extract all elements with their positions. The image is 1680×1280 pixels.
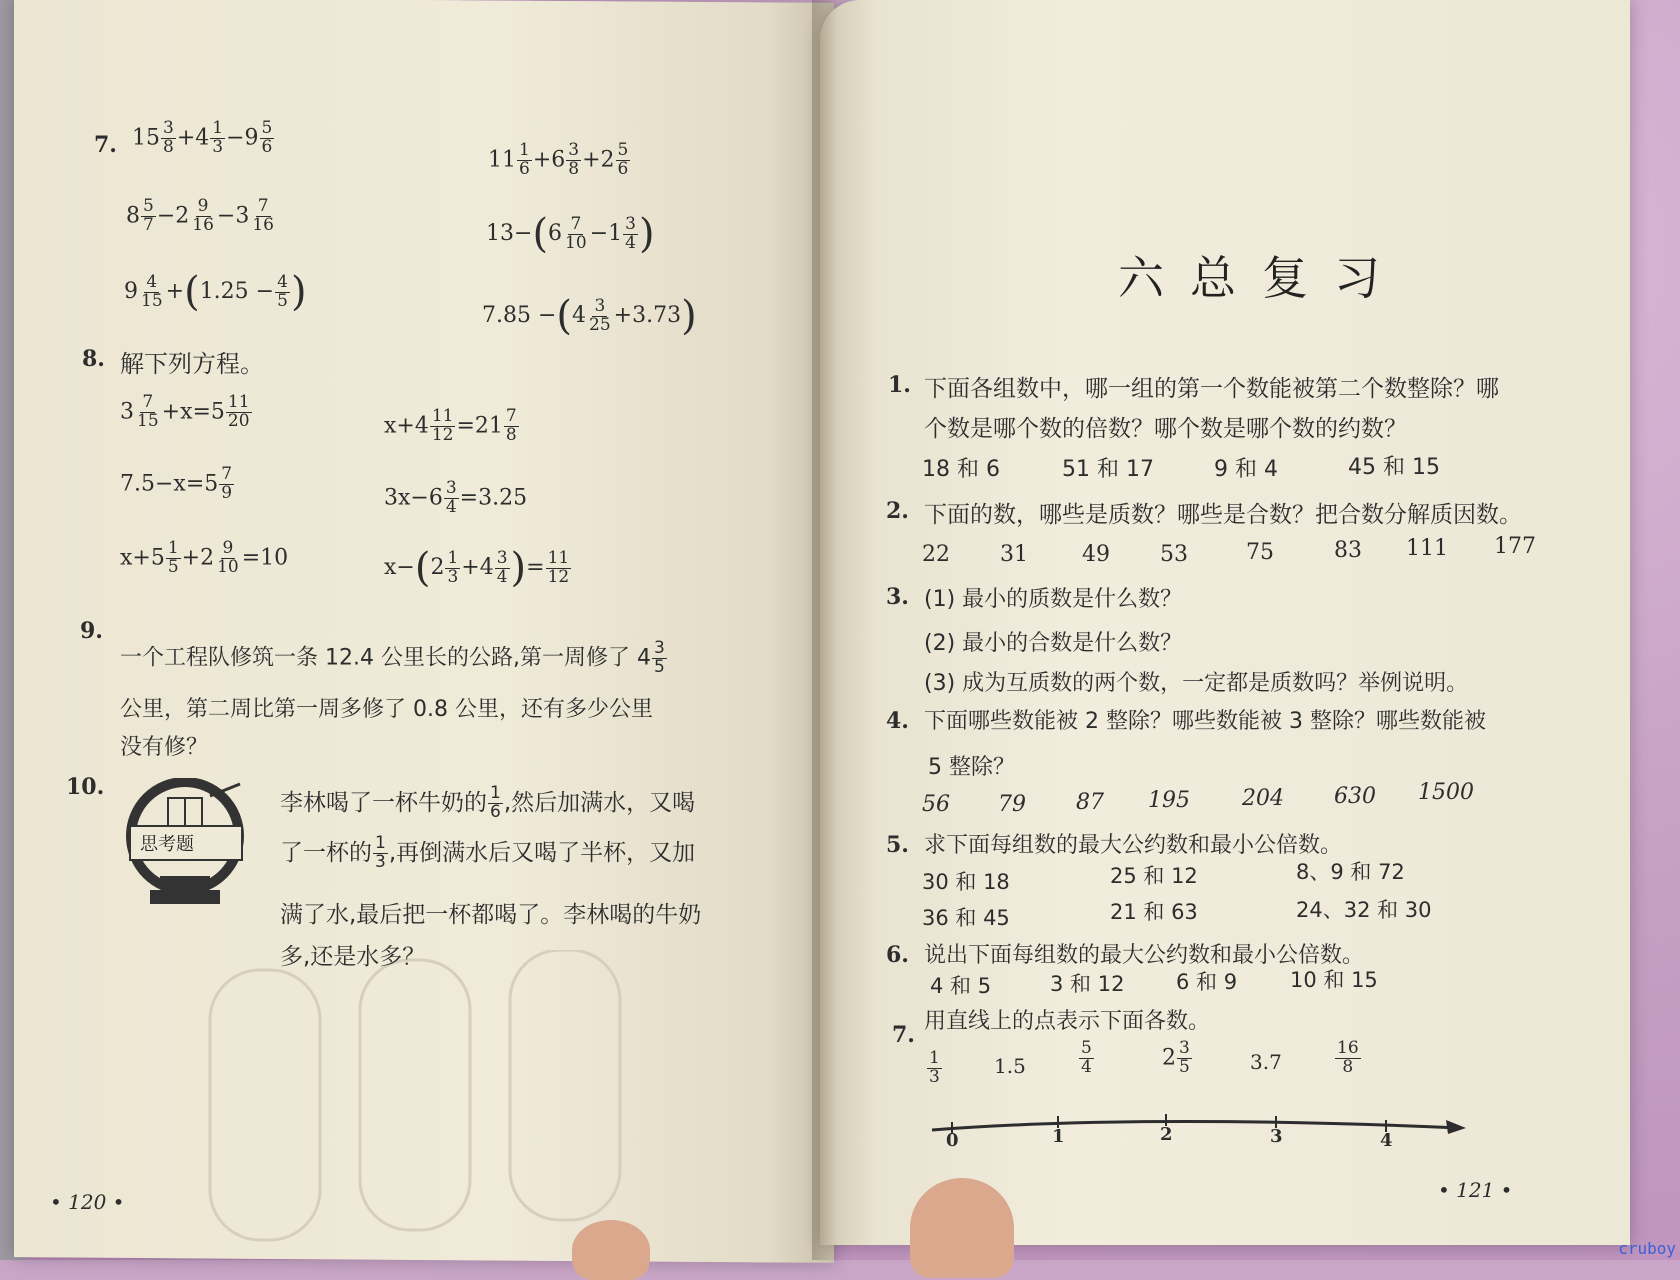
fraction: $\frac{3}{4}$	[496, 547, 508, 587]
r-q7-value-3	[1078, 1040, 1095, 1077]
q10-line-4: 多,还是水多？	[280, 944, 426, 970]
r-q7-value-2: 1.5	[994, 1054, 1026, 1078]
r-q1-line-1: 下面各组数中，哪一组的第一个数能被第二个数整除？哪	[924, 376, 1499, 402]
r-q7-value-1	[926, 1050, 943, 1087]
thinking-question-badge-label: 思考题	[140, 834, 194, 855]
r-q7-value-5: 3.7	[1250, 1050, 1282, 1074]
q9-line-3: 没有修？	[120, 735, 209, 760]
q8-eq-1: 3 $\frac{7}{15}$ +x=5 $\frac{11}{20}$	[120, 392, 250, 431]
r-q4-item-6: 630	[1334, 784, 1376, 809]
q7-expr-2: 11 $\frac{1}{6}$ +6 $\frac{3}{8}$ +2 $\frac{5}{6}$	[488, 140, 629, 179]
fraction: $\frac{7}{8}$	[505, 406, 517, 445]
r-q7-number: 7.	[892, 1022, 915, 1048]
fraction: $\frac{5}{4}$	[1081, 1038, 1092, 1077]
right-thumb	[910, 1178, 1014, 1278]
r-q6-item-1: 4 和 5	[930, 974, 992, 998]
fraction: $\frac{5}{6}$	[617, 140, 629, 179]
r-q2-item-6: 83	[1334, 538, 1362, 563]
r-q5-item-1: 30 和 18	[922, 870, 1010, 894]
r-q2-line-1: 下面的数，哪些是质数？哪些是合数？把合数分解质因数。	[924, 502, 1522, 528]
r-q7-value-6	[1334, 1040, 1362, 1077]
r-q4-line-1: 下面哪些数能被 2 整除？哪些数能被 3 整除？哪些数能被	[924, 709, 1486, 734]
fraction: $\frac{5}{7}$	[143, 196, 154, 235]
q8-eq-5: x+5 $\frac{1}{5}$ +2 $\frac{9}{10}$ =10	[120, 538, 289, 577]
r-q2-item-7: 111	[1406, 536, 1448, 561]
q8-eq-3: 7.5−x=5 $\frac{7}{9}$	[120, 464, 233, 503]
fraction: $\frac{11}{12}$	[431, 406, 454, 445]
r-q5-number: 5.	[886, 832, 909, 858]
fraction: $\frac{3}{5}$	[653, 638, 665, 677]
r-q4-item-1: 56	[922, 792, 950, 817]
r-q1-item-1: 18 和 6	[922, 457, 1000, 482]
q9-line-1: 一个工程队修筑一条 12.4 公里长的公路,第一周修了 4 $\frac{3}{5}$	[120, 638, 665, 677]
left-thumb	[572, 1220, 650, 1280]
r-q4-item-2: 79	[998, 792, 1026, 817]
r-q7-value-4: 2 $\frac{3}{5}$	[1162, 1038, 1190, 1077]
r-q4-item-5: 204	[1242, 786, 1284, 811]
r-q4-line-2: 5 整除？	[928, 755, 1015, 780]
fraction: $\frac{7}{16}$	[252, 196, 274, 235]
fraction: $\frac{7}{9}$	[221, 464, 233, 503]
q9-line-2: 公里，第二周比第一周多修了 0.8 公里，还有多少公里	[120, 697, 653, 722]
r-q2-item-4: 53	[1160, 542, 1188, 567]
r-q6-item-4: 10 和 15	[1290, 968, 1378, 992]
r-q6-line-1: 说出下面每组数的最大公约数和最小公倍数。	[924, 943, 1365, 968]
fraction: $\frac{11}{20}$	[227, 392, 250, 431]
fraction: $\frac{1}{3}$	[447, 547, 459, 587]
r-q6-item-3: 6 和 9	[1176, 970, 1238, 994]
r-q5-item-2: 25 和 12	[1110, 864, 1198, 888]
r-q1-item-4: 45 和 15	[1348, 455, 1440, 480]
q10-number: 10.	[66, 774, 105, 800]
number-line	[920, 1100, 1480, 1150]
fraction: $\frac{7}{15}$	[137, 392, 159, 431]
fraction: $\frac{9}{16}$	[192, 196, 214, 235]
thinking-question-badge-icon	[110, 778, 260, 918]
q10-line-2: 了一杯的 $\frac{1}{3}$ ,再倒满水后又喝了半杯，又加	[280, 833, 696, 872]
fraction: $\frac{1}{3}$	[929, 1048, 940, 1087]
fraction: $\frac{1}{3}$	[375, 833, 386, 872]
r-q5-item-3: 8、9 和 72	[1296, 860, 1405, 884]
r-q1-item-3: 9 和 4	[1214, 457, 1278, 482]
q7-expr-5: 9 $\frac{4}{15}$ +(1.25 − $\frac{4}{5}$ )	[124, 269, 307, 315]
fraction: $\frac{3}{8}$	[163, 118, 174, 157]
number-line-tick-3: 3	[1270, 1126, 1283, 1147]
fraction: $\frac{4}{15}$	[141, 271, 163, 311]
r-q3-line-1: (1) 最小的质数是什么数？	[924, 587, 1183, 612]
r-q4-item-3: 87	[1076, 790, 1104, 815]
r-q6-item-2: 3 和 12	[1050, 972, 1125, 996]
r-q3-line-3: (3) 成为互质数的两个数，一定都是质数吗？举例说明。	[924, 671, 1469, 696]
r-q5-item-6: 24、32 和 30	[1296, 898, 1432, 922]
q7-expr-4: 13−(6 $\frac{7}{10}$ −1 $\frac{3}{4}$ )	[486, 211, 655, 257]
fraction: $\frac{3}{25}$	[589, 295, 611, 335]
q8-text: 解下列方程。	[120, 350, 264, 378]
fraction: $\frac{3}{8}$	[568, 140, 580, 179]
fraction: $\frac{16}{8}$	[1337, 1038, 1359, 1077]
r-q4-item-4: 195	[1148, 788, 1190, 813]
fraction: $\frac{1}{5}$	[167, 538, 179, 577]
q8-eq-6: x−(2 $\frac{1}{3}$ +4 $\frac{3}{4}$ )= $\frac{11}{12}$	[384, 545, 570, 591]
right-page-number: • 121 •	[1438, 1178, 1513, 1202]
fraction: $\frac{7}{10}$	[565, 213, 587, 253]
number-line-tick-2: 2	[1160, 1124, 1173, 1145]
r-q2-item-8: 177	[1494, 534, 1536, 559]
q7-expr-1: 15 $\frac{3}{8}$ +4 $\frac{1}{3}$ −9 $\frac{5}{6}$	[132, 118, 273, 157]
r-q3-line-2: (2) 最小的合数是什么数？	[924, 631, 1183, 656]
r-q2-item-5: 75	[1246, 540, 1274, 565]
r-q1-number: 1.	[888, 372, 911, 398]
book-gutter	[812, 0, 838, 1260]
fraction: $\frac{3}{4}$	[625, 213, 636, 253]
fraction: $\frac{3}{4}$	[445, 478, 457, 517]
r-q3-number: 3.	[886, 584, 909, 610]
fraction: $\frac{9}{10}$	[217, 538, 239, 577]
fraction: $\frac{1}{6}$	[519, 140, 530, 179]
number-line-tick-4: 4	[1380, 1130, 1393, 1151]
number-line-tick-1: 1	[1052, 1126, 1065, 1147]
number-line-tick-0: 0	[946, 1130, 959, 1151]
fraction: $\frac{1}{3}$	[212, 118, 224, 157]
q7-expr-3: 8 $\frac{5}{7}$ −2 $\frac{9}{16}$ −3 $\frac{7}{16}$	[126, 196, 274, 235]
q8-eq-4: 3x−6 $\frac{3}{4}$ =3.25	[384, 478, 528, 517]
fraction: $\frac{4}{5}$	[277, 271, 288, 311]
r-q4-number: 4.	[886, 708, 909, 734]
fraction: $\frac{5}{6}$	[261, 118, 273, 157]
q8-eq-2: x+4 $\frac{11}{12}$ =21 $\frac{7}{8}$	[384, 406, 517, 445]
section-title: 六总复习	[1118, 251, 1406, 305]
r-q1-item-2: 51 和 17	[1062, 457, 1154, 482]
fraction: $\frac{3}{5}$	[1179, 1038, 1190, 1077]
r-q5-item-4: 36 和 45	[922, 906, 1010, 930]
q8-number: 8.	[82, 346, 105, 372]
r-q7-line-1: 用直线上的点表示下面各数。	[924, 1009, 1211, 1034]
r-q6-number: 6.	[886, 942, 909, 968]
q10-line-3: 满了水,最后把一杯都喝了。李林喝的牛奶	[280, 902, 702, 928]
r-q2-number: 2.	[886, 498, 909, 524]
watermark-text: cruboy	[1618, 1239, 1676, 1258]
r-q5-item-5: 21 和 63	[1110, 900, 1198, 924]
r-q2-item-1: 22	[922, 542, 950, 567]
left-page-number: • 120 •	[50, 1190, 125, 1214]
faint-pencil-sketch	[200, 950, 640, 1250]
fraction: $\frac{11}{12}$	[547, 547, 570, 587]
fraction: $\frac{1}{6}$	[490, 783, 501, 822]
q10-line-1: 李林喝了一杯牛奶的 $\frac{1}{6}$ ,然后加满水，又喝	[280, 783, 696, 822]
r-q4-item-7: 1500	[1418, 780, 1474, 805]
q7-number: 7.	[94, 132, 117, 158]
r-q5-line-1: 求下面每组数的最大公约数和最小公倍数。	[924, 833, 1343, 858]
whole: 15	[132, 125, 160, 151]
q9-number: 9.	[80, 618, 103, 644]
r-q2-item-2: 31	[1000, 542, 1028, 567]
r-q1-line-2: 个数是哪个数的倍数？哪个数是哪个数的约数？	[924, 416, 1407, 442]
r-q2-item-3: 49	[1082, 542, 1110, 567]
q7-expr-6: 7.85 −(4 $\frac{3}{25}$ +3.73)	[482, 293, 697, 339]
